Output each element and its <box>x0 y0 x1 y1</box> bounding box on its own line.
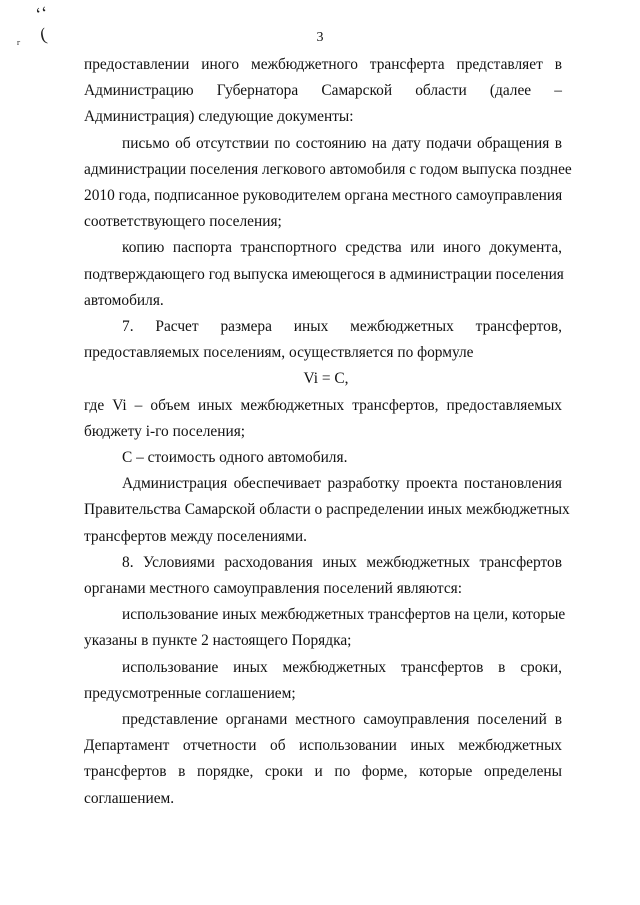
text-line: Администрацию Губернатора Самарской области (далее – <box>84 82 562 100</box>
text-line: органами местного самоуправления поселений являются: <box>84 580 463 598</box>
paragraph-condition-terms <box>84 655 562 707</box>
text-line: предоставлении иного межбюджетного трансферта представляет в <box>84 56 562 73</box>
formula: Vi = C, <box>303 370 349 388</box>
text-line: 7. Расчет размера иных межбюджетных трансфертов, <box>122 318 562 336</box>
text-line: письмо об отсутствии по состоянию на дату подачи обращения в <box>122 134 562 152</box>
text-line: бюджету i-го поселения; <box>84 422 246 440</box>
text-line: использование иных межбюджетных трансфертов в сроки, <box>122 658 562 676</box>
paragraph-condition-reporting <box>84 707 562 812</box>
paragraph-item-8 <box>84 550 562 602</box>
text-line: предоставляемых поселениям, осуществляется по формуле <box>84 344 474 362</box>
text-line: подтверждающего год выпуска имеющегося в администрации поселения <box>84 265 564 283</box>
text-line: 8. Условиями расходования иных межбюджетных трансфертов <box>122 553 562 571</box>
paragraph-transfer-documents <box>84 52 562 131</box>
document-body <box>84 52 572 812</box>
text-line: представление органами местного самоуправления поселений в <box>122 711 562 729</box>
text-line: указаны в пункте 2 настоящего Порядка; <box>84 632 352 650</box>
paragraph-administration <box>84 471 570 550</box>
paragraph-passport-copy <box>84 235 562 314</box>
page-number: 3 <box>316 30 324 45</box>
text-line: соглашением. <box>84 789 175 807</box>
text-line: трансфертов между поселениями. <box>84 527 307 545</box>
paragraph-letter <box>84 131 572 236</box>
text-line: предусмотренные соглашением; <box>84 684 296 702</box>
text-line: Администрация) следующие документы: <box>84 108 354 126</box>
scan-artifact-mark: ʻʻ ( <box>33 2 50 45</box>
scan-artifact-dot: г <box>17 38 21 47</box>
paragraph-formula-c <box>84 445 562 471</box>
text-line: Департамент отчетности об использовании иных межбюджетных <box>84 737 562 755</box>
text-line: где Vi – объем иных межбюджетных трансфертов, предоставляемых <box>84 396 562 414</box>
text-line: автомобиля. <box>84 291 164 309</box>
text-line: использование иных межбюджетных трансфертов на цели, которые <box>122 606 566 624</box>
text-line: администрации поселения легкового автомобиля с годом выпуска позднее <box>84 160 572 178</box>
text-line: Администрация обеспечивает разработку проекта постановления <box>122 475 562 493</box>
text-line: 2010 года, подписанное руководителем органа местного самоуправления <box>84 187 563 205</box>
text-line: Правительства Самарской области о распределении иных межбюджетных <box>84 501 570 519</box>
paragraph-item-7 <box>84 314 562 366</box>
paragraph-condition-use <box>84 602 566 654</box>
text-line: соответствующего поселения; <box>84 213 282 231</box>
text-line: копию паспорта транспортного средства или иного документа, <box>122 239 562 257</box>
paragraph-formula-vi <box>84 393 562 445</box>
text-line: трансфертов в порядке, сроки и по форме, которые определены <box>84 763 562 781</box>
text-line: С – стоимость одного автомобиля. <box>122 449 348 467</box>
